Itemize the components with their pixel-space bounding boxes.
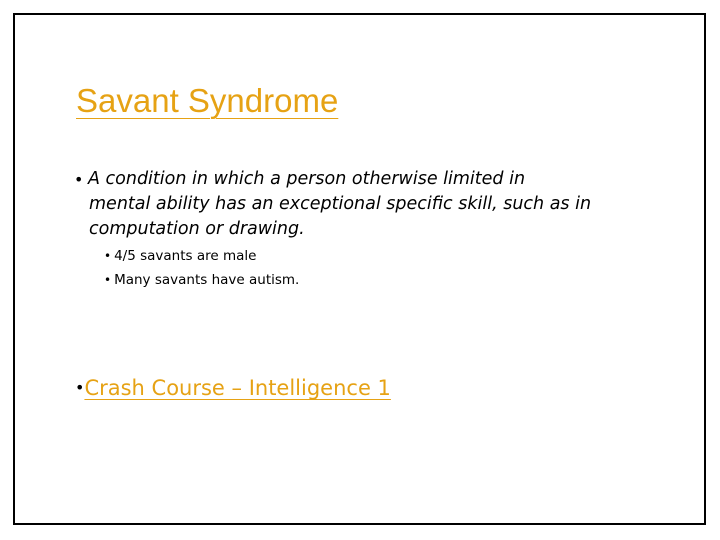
slide xyxy=(13,13,706,525)
bullet-marker: • xyxy=(104,273,112,287)
sub-bullet-text: 4/5 savants are male xyxy=(114,248,257,264)
bullet-marker: • xyxy=(104,249,112,263)
bullet-marker: • xyxy=(75,378,85,397)
bullet-marker: • xyxy=(74,170,84,189)
crash-course-link[interactable]: Crash Course – Intelligence 1 xyxy=(84,376,391,400)
slide-title: Savant Syndrome xyxy=(76,82,339,119)
definition-line-2: mental ability has an exceptional specific skill, such as in xyxy=(89,194,592,214)
definition-line-1: A condition in which a person otherwise limited in xyxy=(88,169,526,189)
sub-bullet-autism xyxy=(104,271,299,289)
sub-bullet-text: Many savants have autism. xyxy=(114,272,300,288)
definition-line-3: computation or drawing. xyxy=(89,219,305,239)
link-bullet xyxy=(75,373,391,403)
sub-bullet-male xyxy=(104,247,256,265)
definition-bullet xyxy=(74,167,648,242)
